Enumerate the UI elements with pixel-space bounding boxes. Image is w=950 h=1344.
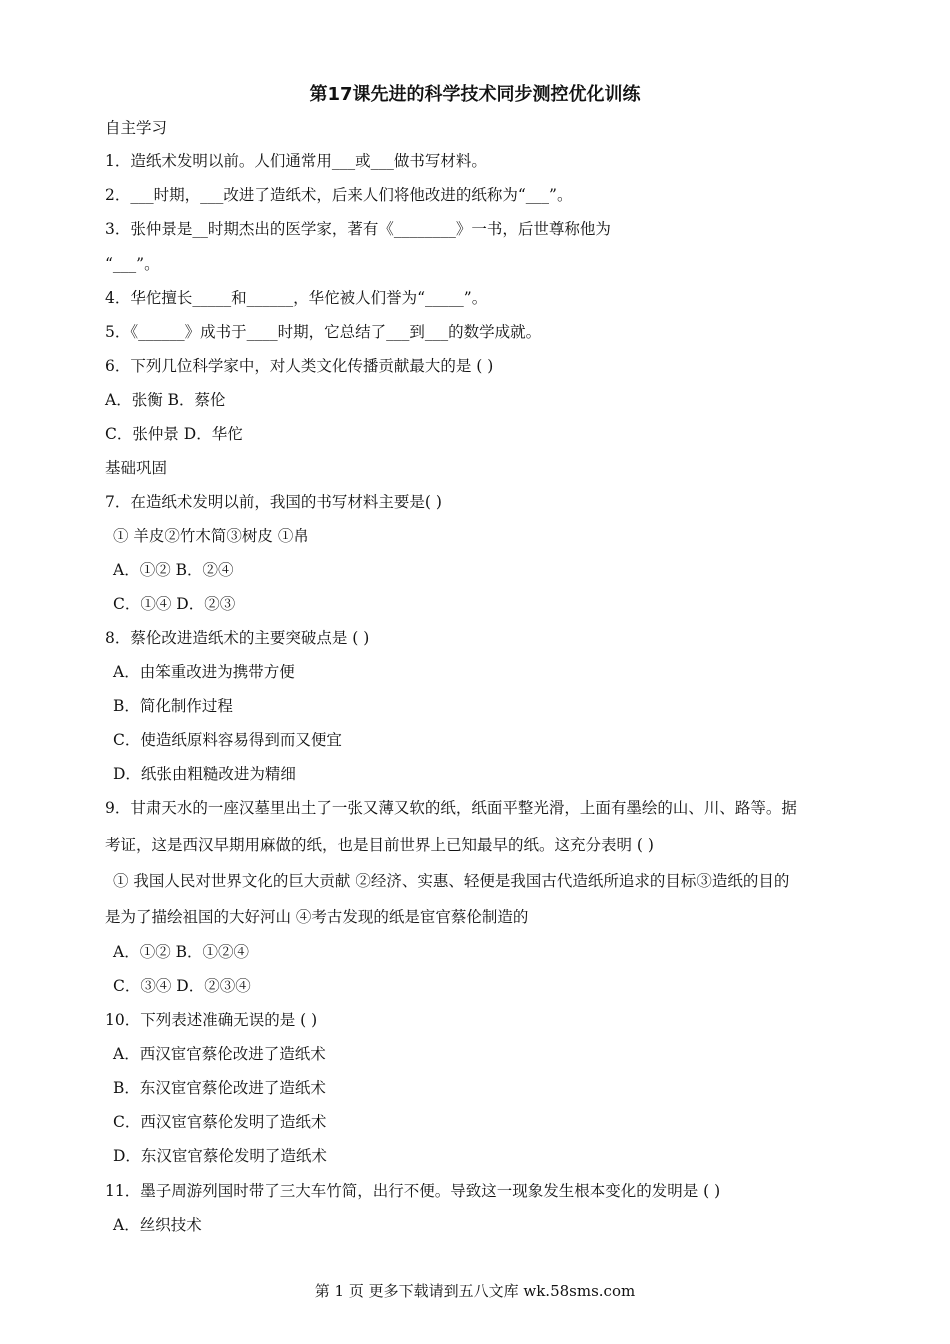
question-3-continued: “___”。 [105,255,160,273]
question-11: 11．墨子周游列国时带了三大车竹简，出行不便。导致这一现象发生根本变化的发明是 ( ) [105,1182,721,1200]
question-8: 8．蔡伦改进造纸术的主要突破点是 ( ) [105,629,370,647]
question-9: 9．甘肃天水的一座汉墓里出土了一张又薄又软的纸，纸面平整光滑，上面有墨绘的山、川、路等。据 [105,799,797,817]
question-1: 1．造纸术发明以前。人们通常用___或___做书写材料。 [105,152,487,170]
question-9-continued: 考证，这是西汉早期用麻做的纸，也是目前世界上已知最早的纸。这充分表明 ( ) [105,836,654,854]
question-5: 5．《______》成书于____时期，它总结了___到___的数学成就。 [105,323,542,341]
question-6-options-cd: C．张仲景 D．华佗 [105,425,243,443]
question-11-option-a: A．丝织技术 [113,1216,202,1234]
question-8-option-c: C．使造纸原料容易得到而又便宜 [113,731,342,749]
question-10-option-b: B．东汉宦官蔡伦改进了造纸术 [113,1079,326,1097]
question-10: 10．下列表述准确无误的是 ( ) [105,1011,318,1029]
section-heading-consolidation: 基础巩固 [105,459,168,477]
question-8-option-d: D．纸张由粗糙改进为精细 [113,765,296,783]
question-8-option-a: A．由笨重改进为携带方便 [113,663,295,681]
question-8-option-b: B．简化制作过程 [113,697,233,715]
question-7-options-ab: A．①② B．②④ [113,561,234,579]
question-6: 6．下列几位科学家中，对人类文化传播贡献最大的是 ( ) [105,357,494,375]
section-heading-self-study: 自主学习 [105,119,168,137]
question-4: 4．华佗擅长_____和______，华佗被人们誉为“_____”。 [105,289,488,307]
page-title: 第17课先进的科学技术同步测控优化训练 [309,84,641,105]
question-7: 7．在造纸术发明以前，我国的书写材料主要是( ) [105,493,442,511]
page-footer: 第 1 页 更多下载请到五八文库 wk.58sms.com [314,1282,636,1300]
question-7-items: ① 羊皮②竹木简③树皮 ①帛 [113,527,309,545]
question-10-option-c: C．西汉宦官蔡伦发明了造纸术 [113,1113,327,1131]
question-9-options-ab: A．①② B．①②④ [113,943,250,961]
question-6-options-ab: A．张衡 B．蔡伦 [105,391,226,409]
question-9-options-cd: C．③④ D．②③④ [113,977,251,995]
question-9-items: ① 我国人民对世界文化的巨大贡献 ②经济、实惠、轻便是我国古代造纸所追求的目标③造纸的目的 [113,872,790,890]
question-3: 3．张仲景是__时期杰出的医学家，著有《________》一书，后世尊称他为 [105,220,611,238]
question-10-option-a: A．西汉宦官蔡伦改进了造纸术 [113,1045,326,1063]
question-7-options-cd: C．①④ D．②③ [113,595,236,613]
question-2: 2．___时期，___改进了造纸术，后来人们将他改进的纸称为“___”。 [105,186,573,204]
question-10-option-d: D．东汉宦官蔡伦发明了造纸术 [113,1147,327,1165]
question-9-items-continued: 是为了描绘祖国的大好河山 ④考古发现的纸是宦官蔡伦制造的 [105,908,529,926]
